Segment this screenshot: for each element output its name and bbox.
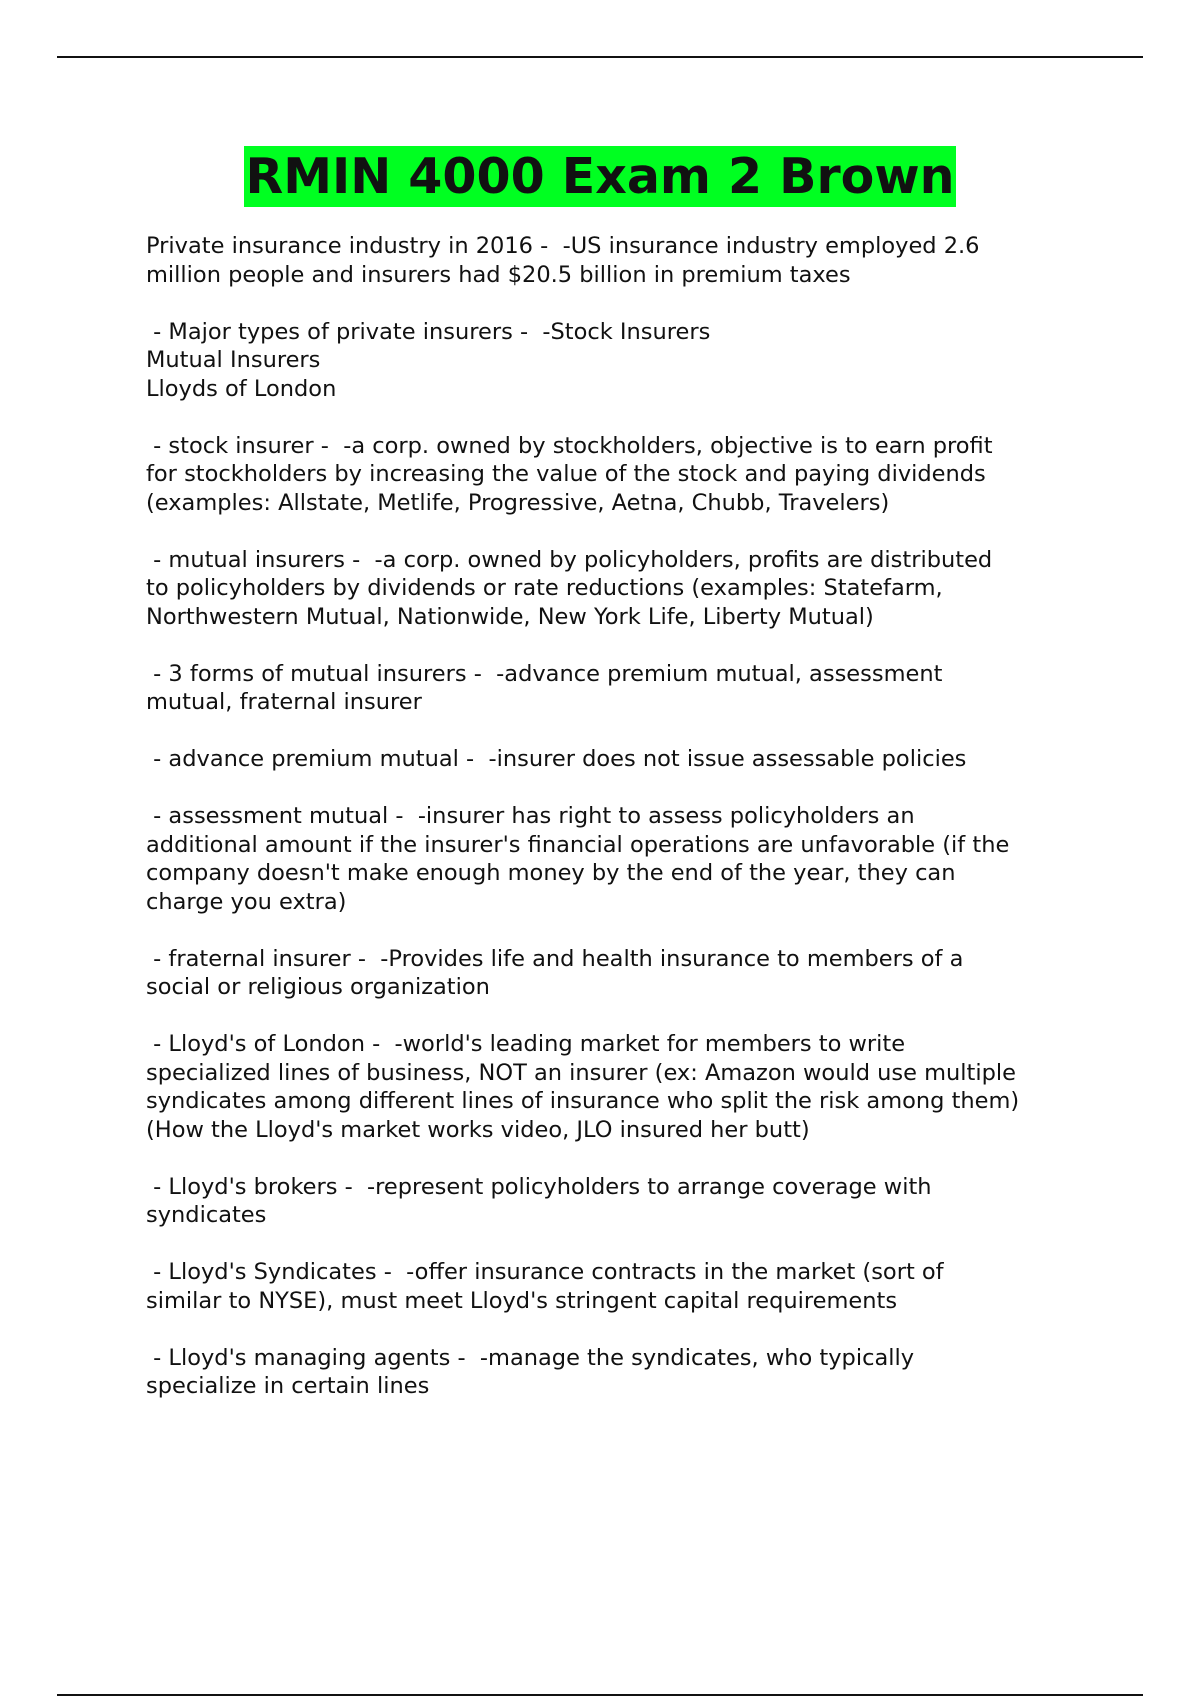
entry-line: - Lloyd's of London - -world's leading market for members to write: [146, 1031, 906, 1057]
entry-line: - advance premium mutual - -insurer does not issue assessable policies: [146, 746, 967, 772]
entry-line: - assessment mutual - -insurer has right to assess policyholders an: [146, 803, 915, 829]
entry-line: specialized lines of business, NOT an insurer (ex: Amazon would use multiple: [146, 1059, 1016, 1086]
entry-line: - fraternal insurer - -Provides life and health insurance to members of a: [146, 945, 964, 972]
page-title: RMIN 4000 Exam 2 Brown: [245, 148, 955, 205]
entry-line: (How the Lloyd's market works video, JLO insured her butt): [146, 1116, 810, 1143]
flashcard-entry: [146, 1258, 1106, 1315]
entry-line: charge you extra): [146, 888, 347, 915]
entry-line: similar to NYSE), must meet Lloyd's stringent capital requirements: [146, 1287, 898, 1314]
entry-line: to policyholders by dividends or rate reductions (examples: Statefarm,: [146, 575, 943, 601]
flashcard-entry: [146, 1344, 1106, 1401]
entry-line: Lloyds of London: [146, 375, 337, 402]
entry-line: company doesn't make enough money by the end of the year, they can: [146, 860, 956, 886]
entry-line: additional amount if the insurer's financial operations are unfavorable (if the: [146, 831, 1010, 858]
entry-line: Private insurance industry in 2016 - -US insurance industry employed 2.6: [146, 233, 980, 259]
flashcard-entry: [146, 660, 1106, 717]
entry-line: for stockholders by increasing the value of the stock and paying dividends: [146, 461, 986, 487]
title-container: [0, 146, 1200, 207]
entry-line: syndicates: [146, 1202, 267, 1228]
entry-line: - Lloyd's managing agents - -manage the syndicates, who typically: [146, 1344, 915, 1371]
entry-line: - Major types of private insurers - -Stock Insurers: [146, 318, 711, 345]
flashcard-entry: [146, 232, 1106, 289]
flashcard-entry: [146, 546, 1106, 632]
entry-line: mutual, fraternal insurer: [146, 689, 422, 715]
bottom-rule: [57, 1694, 1143, 1696]
flashcard-entry: [146, 945, 1106, 1002]
document-body: [146, 232, 1106, 1429]
entry-line: specialize in certain lines: [146, 1373, 430, 1399]
entry-line: - 3 forms of mutual insurers - -advance premium mutual, assessment: [146, 660, 943, 687]
entry-line: - Lloyd's Syndicates - -offer insurance contracts in the market (sort of: [146, 1259, 944, 1285]
top-rule: [57, 56, 1143, 58]
flashcard-entry: [146, 1030, 1106, 1144]
entry-line: Northwestern Mutual, Nationwide, New York Life, Liberty Mutual): [146, 603, 874, 630]
entry-line: - stock insurer - -a corp. owned by stockholders, objective is to earn profit: [146, 432, 993, 459]
entry-line: - Lloyd's brokers - -represent policyholders to arrange coverage with: [146, 1173, 932, 1200]
entry-line: Mutual Insurers: [146, 347, 321, 373]
flashcard-entry: [146, 1173, 1106, 1230]
flashcard-entry: [146, 802, 1106, 916]
flashcard-entry: [146, 318, 1106, 404]
flashcard-entry: [146, 745, 1106, 774]
flashcard-entry: [146, 432, 1106, 518]
entry-line: syndicates among different lines of insurance who split the risk among them): [146, 1088, 1020, 1114]
entry-line: million people and insurers had $20.5 billion in premium taxes: [146, 261, 851, 288]
entry-line: - mutual insurers - -a corp. owned by policyholders, profits are distributed: [146, 546, 993, 573]
entry-line: social or religious organization: [146, 974, 490, 1000]
entry-line: (examples: Allstate, Metlife, Progressive, Aetna, Chubb, Travelers): [146, 489, 890, 516]
